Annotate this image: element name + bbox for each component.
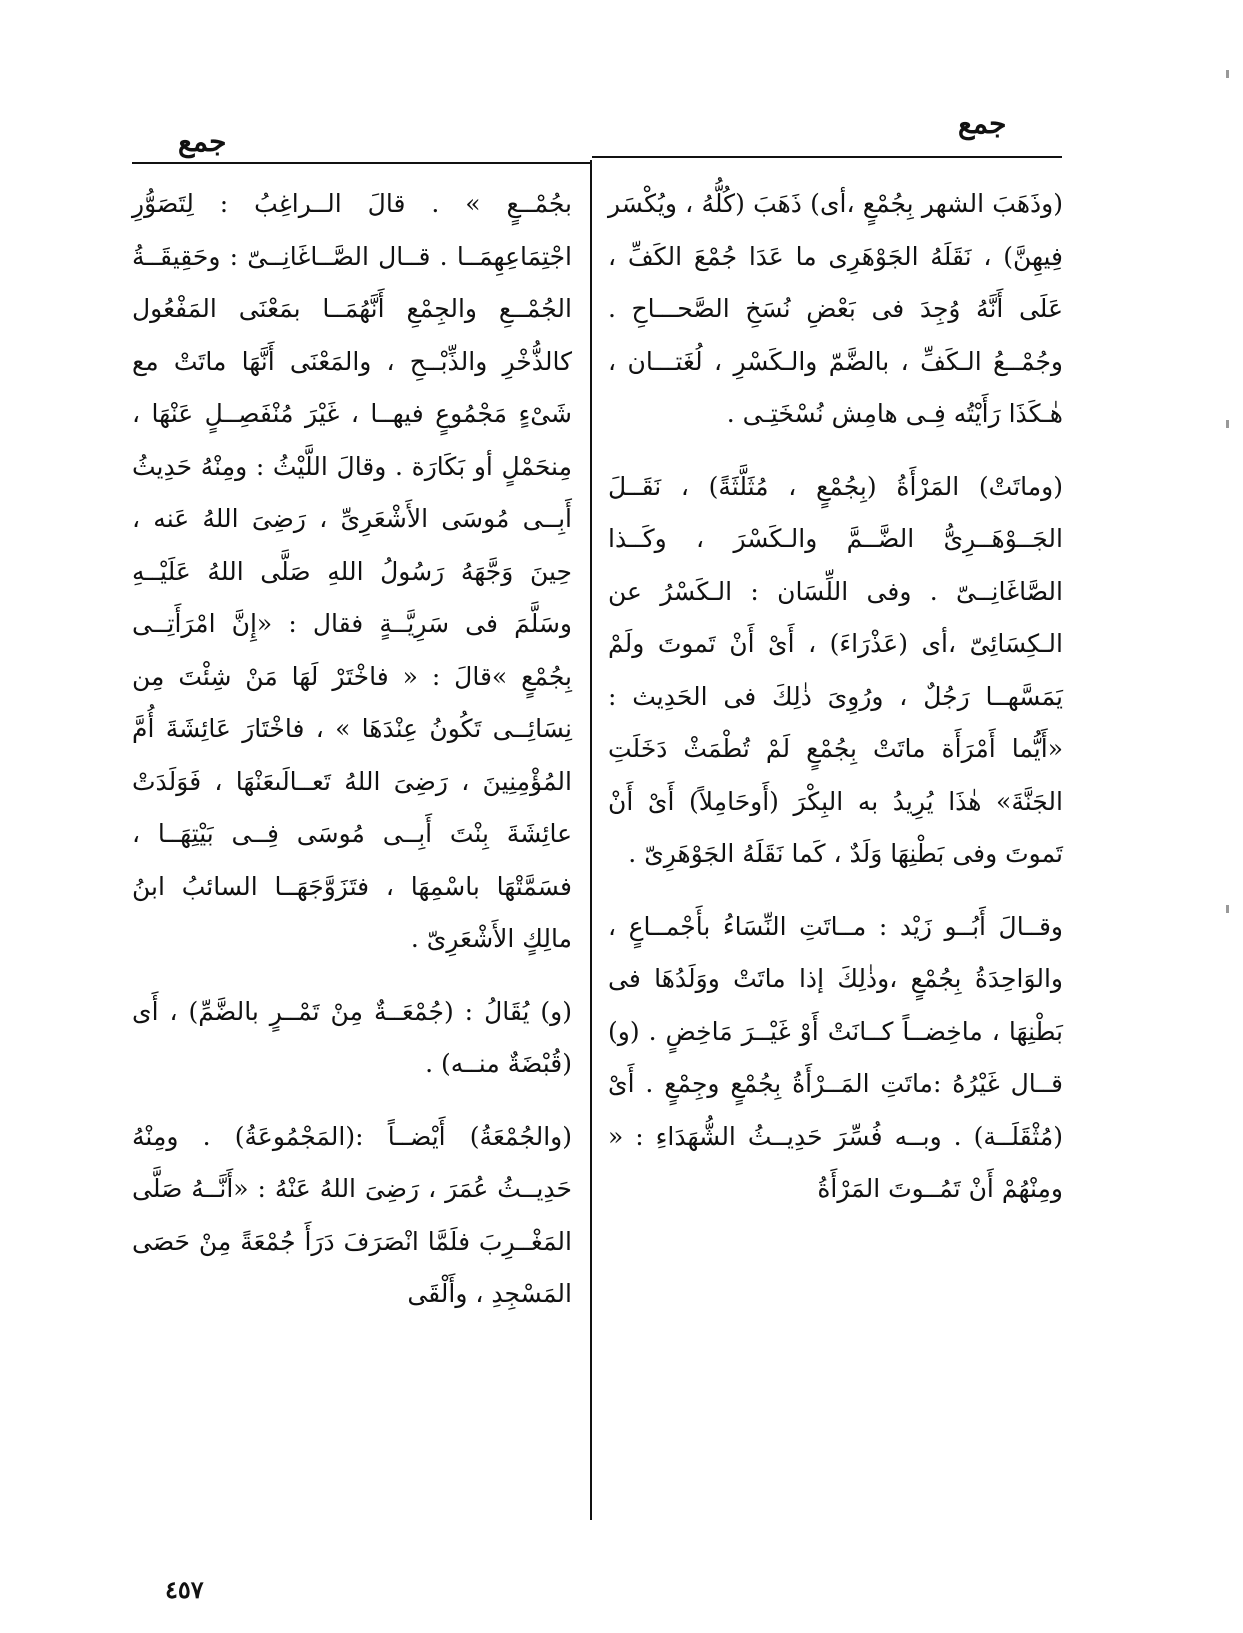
paragraph: (وذَهَبَ الشهر بِجُمْعٍ ،أى) ذَهَبَ (كُلُّهُ ، ويُكْسَر فِيهِنَّ) ، نَقَلَهُ الجَوْهَرِى ما عَدَا جُمْعَ الكَفِّ ، عَلَى أَنَّهُ وُجِدَ فى بَعْضِ نُسَخِ الصَّحـــاحِ . وجُمْــعُ الـكَفِّ ، بالضَّمّ والـكَسْرِ ، لُغَتـــان ، هٰـكَذَا رَأَيْتُه فِـى هامِش نُسْخَتِـى . <box>608 189 1063 428</box>
paragraph: (و) يُقَالُ : (جُمْعَــةٌ مِنْ تَمْــرٍ بالضَّمِّ) ، أَى (قُبْضَةٌ منــه) . <box>132 996 572 1078</box>
running-header-left: جمع <box>178 125 227 158</box>
paragraph: (وماتَتْ) المَرْأَةُ (بِجُمْعٍ ، مُثَلَّثَةً) ، نَقَــلَ الجَــوْهَــرِىُّ الضَّــمَّ والـكَسْرَ ، وكَــذا الصَّاغَانِــىّ . وفى اللِّسَان : الـكَسْرُ عن الـكِسَائِىّ ،أى (عَذْرَاءَ) ، أَىْ أَنْ تَموتَ ولَمْ يَمَسَّهــا رَجُلٌ ، ورُوِىَ ذٰلِكَ فى الحَدِيث : «أَيُّما أَمْرَأَة ماتَتْ بِجُمْعٍ لَمْ تُطْمَثْ دَخَلَتِ الجَنَّةَ» هٰذَا يُرِيدُ به البِكْرَ (أَوحَامِلاً) أَىْ أَنْ تَموتَ وفى بَطْنِهَا وَلَدٌ ، كَما نَقَلَهُ الجَوْهَرِىّ . <box>608 471 1063 868</box>
right-column <box>608 178 1063 1236</box>
header-rule-left <box>132 162 592 164</box>
column-divider <box>590 160 592 1520</box>
margin-mark <box>1226 420 1229 428</box>
running-header-right: جمع <box>958 107 1007 140</box>
paragraph: بجُمْــعٍ » . قالَ الــراغِبُ : لِتَصَوُّرِ اجْتِمَاعِهِمَــا . قــال الصَّــاغَانِــىّ : وحَقِيقَــةُ الجُمْــعِ والجِمْعِ أَنَّهُمَــا بمَعْنَى المَفْعُول كالذُّخْرِ والذِّبْــحِ ، والمَعْنَى أَنَّهَا ماتَتْ مع شَىْءٍ مَجْمُوعٍ فيهــا ، غَيْرَ مُنْفَصِــلٍ عَنْهَا ، مِنحَمْلٍ أو بَكَارَة . وقالَ اللَّيْثُ : ومِنْهُ حَدِيثُ أَبِــى مُوسَى الأَشْعَرِىِّ ، رَضِىَ اللهُ عَنه ، حِينَ وَجَّهَهُ رَسُولُ اللهِ صَلَّى اللهُ عَلَيْــهِ وسَلَّمَ فى سَرِيَّــةٍ فقال : «إِنَّ امْرَأَتِــى بِجُمْعٍ »قالَ : « فاخْتَرْ لَهَا مَنْ شِئْتَ مِن نِسَائِــى تَكُونُ عِنْدَهَا » ، فاخْتَارَ عَائِشَةَ أُمَّ المُؤْمِنِينَ ، رَضِىَ اللهُ تَعــالَىعَنْهَا ، فَوَلَدَتْ عائِشَةَ بِنْتَ أَبِــى مُوسَى فِــى بَيْتِهَــا ، فسَمَّتْهَا باسْمِهَا ، فتَزَوَّجَهَــا السائبُ ابنُ مالِكٍ الأَشْعَرِىّ . <box>132 189 572 953</box>
margin-mark <box>1226 70 1229 78</box>
header-rule-right <box>592 156 1062 158</box>
paragraph: (والجُمْعَةُ) أَيْضــاً :(المَجْمُوعَةُ) . ومِنْهُ حَدِيــثُ عُمَرَ ، رَضِىَ اللهُ عَنْهُ : «أَنَّــهُ صَلَّى المَغْــرِبَ فلَمَّا انْصَرَفَ دَرَأَ جُمْعَةً مِنْ حَصَى المَسْجِدِ ، وأَلْقَى <box>132 1121 572 1308</box>
left-column <box>132 178 572 1341</box>
page-number: ٤٥٧ <box>165 1575 204 1604</box>
paragraph: وقــالَ أَبُــو زَيْد : مــاتَتِ النِّسَاءُ بأَجْمــاعٍ ، والوَاحِدَةُ بِجُمْعٍ ،وذٰلِكَ إذا ماتَتْ ووَلَدُهَا فى بَطْنِهَا ، ماخِضــاً كــانَتْ أَوْ غَيْــرَ مَاخِضٍ . (و) قــال غَيْرُهُ :ماتَتِ المَــرْأَةُ بِجُمْعٍ وجِمْعٍ . أَىْ (مُثْقَلَــة) . وبــه فُسِّرَ حَدِيــثُ الشُّهَدَاءِ : « ومِنْهُمْ أَنْ تَمُــوتَ المَرْأَةُ <box>608 911 1063 1203</box>
margin-mark <box>1226 905 1229 913</box>
